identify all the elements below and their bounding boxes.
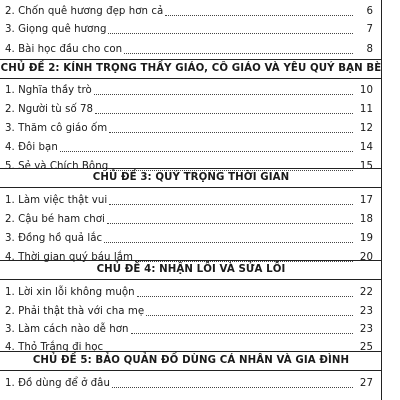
toc-entry-page: 11 <box>359 104 373 115</box>
toc-entry[interactable] <box>5 77 373 97</box>
toc-entry-title: 3. Làm cách nào dễ hơn <box>5 324 129 335</box>
toc-entry-title: 3. Thăm cô giáo ốm <box>5 123 108 134</box>
toc-entry-title: 4. Đôi bạn <box>5 142 58 153</box>
toc-entry[interactable] <box>5 370 373 390</box>
section-header: CHỦ ĐỀ 3: QUÝ TRỌNG THỜI GIAN <box>92 172 290 183</box>
toc-entry-page: 18 <box>359 214 373 225</box>
toc-leader-dots <box>124 52 353 54</box>
toc-entry[interactable] <box>5 298 373 318</box>
toc-entry-title: 1. Đồ dùng để ở đâu <box>5 378 110 389</box>
toc-entry[interactable] <box>5 225 373 245</box>
toc-entry-title: 2. Chốn quê hương đẹp hơn cả <box>5 6 164 17</box>
section-header: CHỦ ĐỀ 4: NHẬN LỖI VÀ SỬA LỖI <box>96 264 286 275</box>
toc-entry[interactable] <box>5 134 373 154</box>
toc-entry-page: 14 <box>359 142 373 153</box>
toc-entry-page: 15 <box>359 161 373 172</box>
section-header: CHỦ ĐỀ 5: BẢO QUẢN ĐỒ DÙNG CÁ NHÂN VÀ GIA ĐÌNH <box>32 355 350 366</box>
toc-entry-page: 23 <box>359 324 373 335</box>
toc-entry-page: 6 <box>366 6 373 17</box>
toc-entry-page: 12 <box>359 123 373 134</box>
toc-entry[interactable] <box>5 16 373 36</box>
toc-entry-page: 17 <box>359 195 373 206</box>
toc-entry-title: 2. Người tù số 78 <box>5 104 94 115</box>
toc-leader-dots <box>107 222 353 224</box>
section-header: CHỦ ĐỀ 2: KÍNH TRỌNG THẦY GIÁO, CÔ GIÁO VÀ YÊU QUÝ BẠN BÈ <box>0 63 382 74</box>
toc-leader-dots <box>104 241 353 243</box>
toc-entry[interactable] <box>5 279 373 299</box>
toc-entry-title: 4. Thời gian quý báu lắm <box>5 252 133 263</box>
toc-entry-title: 2. Phải thật thà với cha mẹ <box>5 306 145 317</box>
toc-entry-title: 3. Giọng quê hương <box>5 24 107 35</box>
toc-leader-dots <box>112 386 353 388</box>
toc-entry-page: 19 <box>359 233 373 244</box>
toc-entry-title: 3. Đồng hồ quả lắc <box>5 233 103 244</box>
toc-entry[interactable] <box>5 115 373 135</box>
toc-leader-dots <box>94 93 353 95</box>
toc-entry-page: 27 <box>359 378 373 389</box>
toc-entry-page: 20 <box>359 252 373 263</box>
toc-leader-dots <box>109 203 353 205</box>
toc-entry-title: 2. Cậu bé ham chơi <box>5 214 105 225</box>
toc-entry[interactable] <box>5 206 373 226</box>
toc-leader-dots <box>137 295 353 297</box>
toc-leader-dots <box>95 112 353 114</box>
toc-entry[interactable] <box>5 187 373 207</box>
toc-entry-title: 4. Bài học đầu cho con <box>5 44 123 55</box>
toc-entry-page: 23 <box>359 306 373 317</box>
toc-entry[interactable] <box>5 96 373 116</box>
toc-leader-dots <box>108 32 353 34</box>
toc-entry-page: 22 <box>359 287 373 298</box>
toc-entry-page: 7 <box>366 24 373 35</box>
toc-entry-page: 10 <box>359 85 373 96</box>
toc-entry-title: 1. Nghĩa thầy trò <box>5 85 92 96</box>
toc-leader-dots <box>109 131 353 133</box>
toc-entry[interactable] <box>5 316 373 336</box>
toc-entry-title: 1. Làm việc thật vui <box>5 195 108 206</box>
toc-entry[interactable] <box>5 36 373 56</box>
toc-entry-page: 8 <box>366 44 373 55</box>
toc-entry-title: 1. Lời xin lỗi không muộn <box>5 287 135 298</box>
toc-entry-title: 4. Thỏ Trắng đi học <box>5 342 104 353</box>
toc-leader-dots <box>60 150 353 152</box>
toc-entry-page: 25 <box>359 342 373 353</box>
toc-entry-title: 5. Sẻ và Chích Bông <box>5 161 109 172</box>
